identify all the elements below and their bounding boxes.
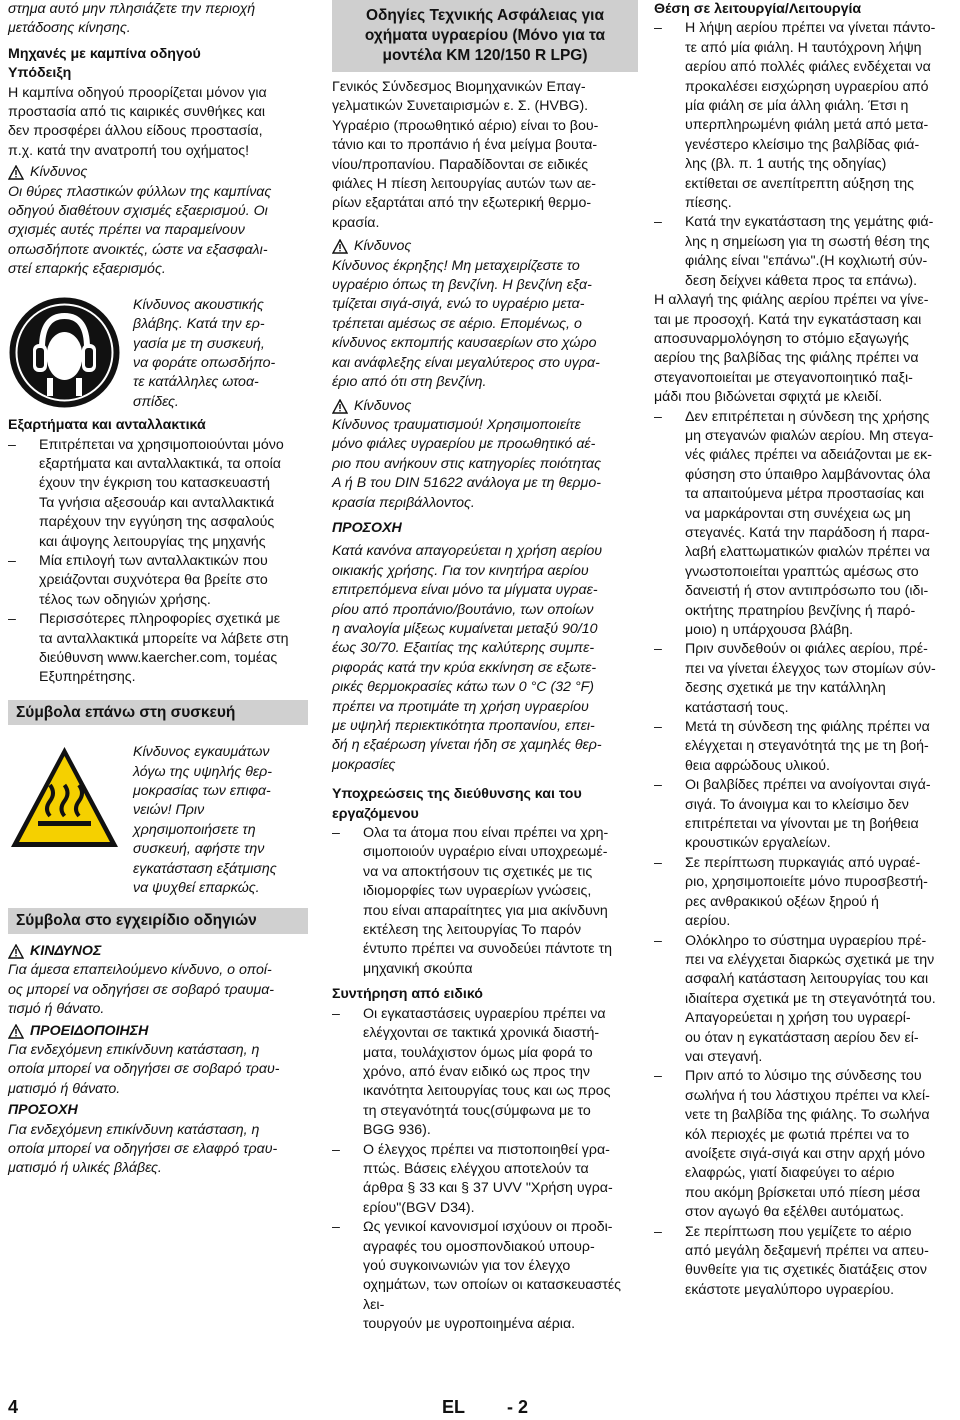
hot-surface-warning-icon <box>8 743 121 856</box>
kindynos-text: Για άμεσα επαπειλούμενο κίνδυνο, ο οποί- ος μπορεί να οδηγήσει σε σοβαρό τραυμα- τισμό ή θάνατο. <box>8 962 275 1018</box>
proeidopoiisi-text: Για ενδεχόμενη επικίνδυνη κατάσταση, η οποία μπορεί να οδηγήσει σε σοβαρό τραυ- ματισμό ή θάνατο. <box>8 1041 280 1097</box>
operation-list-b <box>654 408 958 1301</box>
list-item: – Ως γενικοί κανονισμοί ισχύουν οι προδι- αγραφές του ομοσπονδιακού υπουρ- γού συγκοινωνιών για τον έλεγχο οχημάτων, των οποίων οι κατασκευαστές λει- τουργούν με υγροποιημένα αέρια. <box>332 1218 638 1334</box>
parts-heading: Εξαρτήματα και ανταλλακτικά <box>8 417 206 434</box>
list-item: – Περισσότερες πληροφορίες σχετικά με τα ανταλλακτικά μπορείτε να λάβετε στη διεύθυνση www.kaercher.com, τομέας Εξυπηρέτησης. <box>8 610 308 688</box>
ear-protection-row <box>8 296 308 412</box>
symbols-device-heading: Σύμβολα επάνω στη συσκευή <box>8 700 308 725</box>
warning-triangle-icon <box>332 399 348 414</box>
page-number: 4 <box>8 1397 19 1417</box>
sub-page-number: - 2 <box>507 1397 529 1417</box>
list-item: – Κατά την εγκατάσταση της γεμάτης φιά- λης η σημείωση για τη σωστή θέση της φιάλης είναι "επάνω".(Η κοχλιωτή σύν- δεση δείχνει κάθετα προς τα επάνω). <box>654 213 958 291</box>
lpg-intro: Γενικός Σύνδεσμος Βιομηχανικών Επαγ- γελματικών Συνεταιρισμών ε. Σ. (HVBG). Υγραέριο (προωθητικό αέριο) είναι το βου- τάνιο και το προπάνιο ή ένα μείγμα βουτα- νίου/προπανίου. Παραδίδονται σε ειδικές φιάλες Η πίεση λειτουργίας αυτών των αε- ρίων εξαρτάται από την εξωτερική θερμο- κρασία. <box>332 79 599 231</box>
prosoxi-text-2: Κατά κανόνα απαγορεύεται η χρήση αερίου οικιακής χρήσης. Για τον κινητήρα αερίου επιτρεπόμενα είναι μόνο τα μίγματα υγραε- ρίου από προπάνιο/βουτάνιο, των οποίων η αναλογία μίξεως κυμαίνεται μεταξύ 90/10 έως 30/70. Εξαιτίας της καλύτερης συμπε- ριφοράς κατά την κρύα εκκίνηση σε εξωτε- ρικές θερμοκρασίες κάτω των 0 °C (32 °F) πρέπει να προτιμάte τη χρήση υγραερίου με υψηλή περιεκτικότητα προπανίου, επει- δή η εξαέρωση γίνεται ήδη σε χαμηλές θερ- μοκρασίες <box>332 543 603 773</box>
lpg-safety-heading: Οδηγίες Τεχνικής Ασφάλειας για οχήματα υγραερίου (Μόνο για τα μοντέλα KM 120/150 R LPG) <box>332 0 638 72</box>
list-item: – Σε περίπτωση που γεμίζετε το αέριο από μεγάλη δεξαμενή πρέπει να απευ- θυνθείτε για τις σχετικές διατάξεις στον εκάστοτε μεγαλύπορο υγραερίου. <box>654 1223 958 1301</box>
column-left <box>8 0 308 1179</box>
obligations-list <box>332 824 638 979</box>
note-text: Η καμπίνα οδηγού προορίζεται μόνον για προστασία από τις καιρικές συνθήκες και δεν προσφέρει άλλου είδους προστασία, π.χ. κατά την ανατροπή του οχήματος! <box>8 84 267 159</box>
intro-continued: στημα αυτό μην πλησιάζετε την περιοχή μετάδοσης κίνησης. <box>8 1 256 37</box>
prosoxi-label: ΠΡΟΣΟΧΗ <box>8 1102 78 1119</box>
prosoxi-text: Για ενδεχόμενη επικίνδυνη κατάσταση, η οποία μπορεί να οδηγήσει σε ελαφρό τραυ- ματισμό ή υλικές βλάβες. <box>8 1121 278 1177</box>
symbols-manual-heading: Σύμβολα στο εγχειρίδιο οδηγιών <box>8 908 308 933</box>
list-item: – Η λήψη αερίου πρέπει να γίνεται πάντο- τε από μία φιάλη. Η ταυτόχρονη λήψη αερίου από πολλές φιάλες ενδέχεται να προκαλέσει εισχώρηση υγραερίου από μία φιάλη σε μία άλλη φιάλη. Έτσι η υπερπληρωμένη φιάλη μετά από μετα- γενέστερο κλείσιμο της βαλβίδας φιά- λης (βλ. π. 1 αυτής της οδηγίας) εκτίθεται σε ανεπίτρεπτη αύξηση της πίεσης. <box>654 19 958 213</box>
list-item: – Μετά τη σύνδεση της φιάλης πρέπει να ελέγχεται η στεγανότητά της με τη βοή- θεια αφρώδους υλικού. <box>654 718 958 776</box>
warning-triangle-icon <box>8 1024 24 1039</box>
column-middle <box>332 0 638 1335</box>
kindynos-label: ΚΙΝΔΥΝΟΣ <box>8 942 308 961</box>
cabin-heading: Μηχανές με καμπίνα οδηγού <box>8 45 201 62</box>
list-item: – Επιτρέπεται να χρησιμοποιούνται μόνο εξαρτήματα και ανταλλακτικά, τα οποία έχουν την έγκριση του κατασκευαστή Τα γνήσια αξεσουάρ και ανταλλακτικά παρέχουν την εγγύηση της ασφαλούς και άψογης λειτουργίας της μηχανής <box>8 436 308 552</box>
prosoxi-label-2: ΠΡΟΣΟΧΗ <box>332 519 402 536</box>
list-item: – Πριν από το λύσιμο της σύνδεσης του σωλήνα ή του λάστιχου πρέπει να κλεί- νετε τη βαλβίδα της φιάλης. Το σωλήνα κόλ περιοχές με φωτιά πρέπει να το ανοίξετε σιγά-σιγά και στην αρχή μόνο ελαφρώς, γιατί διαφεύγει το αέριο που ακόμη βρίσκεται υπό πίεση μέσα στον αγωγό θα εξέλθει αυτόματως. <box>654 1067 958 1222</box>
operation-heading: Θέση σε λειτουργία/Λειτουργία <box>654 1 862 17</box>
obligations-heading: Υποχρεώσεις της διεύθυνσης και του εργαζόμενου <box>332 786 582 822</box>
column-right <box>654 0 958 1300</box>
list-item: – Σε περίπτωση πυρκαγιάς από υγραέ- ριο, χρησιμοποιείτε μόνο πυροσβεστή- ρες ανθρακικού οξέων ξηρού ή αερίου. <box>654 854 958 932</box>
danger-injury-text: Κίνδυνος τραυματισμού! Χρησιμοποιείτε μόνο φιάλες υγραερίου με προωθητικό αέ- ριο που ανήκουν στις κατηγορίες ποιότητας A ή B του DIN 51622 ανάλογα με τη θερμο- κρασία περιβάλλοντος. <box>332 416 601 511</box>
danger-text: Οι θύρες πλαστικών φύλλων της καμπίνας οδηγού διαθέτουν σχισμές εξαερισμού. Οι σχισμές αυτές πρέπει να παραμείνουν οπωσδήποτε ανοικτές, ώστε να εξασφαλι- στεί επαρκής εξαερισμός. <box>8 183 272 278</box>
danger-label: Κίνδυνος <box>8 163 308 182</box>
warning-triangle-icon <box>8 165 24 180</box>
expert-maintenance-list <box>332 1005 638 1335</box>
danger-explosion-label: Κίνδυνος <box>332 237 638 256</box>
list-item: – Οι βαλβίδες πρέπει να ανοίγονται σιγά- σιγά. Το άνοιγμα και το κλείσιμο δεν επιτρέπεται να γίνονται με τη βοήθεια κρουστικών εργαλείων. <box>654 776 958 854</box>
list-item: – Οι εγκαταστάσεις υγραερίου πρέπει να ελέγχονται σε τακτικά χρονικά διαστή- ματα, τουλάχιστον όμως μία φορά το χρόνο, από έναν ειδικό ως προς την ικανότητα λειτουργίας τους και ως προς τη στεγανότητά τους(σύμφωνα με το BGG 936). <box>332 1005 638 1141</box>
ear-protection-text: Κίνδυνος ακουστικής βλάβης. Κατά την ερ- γασία με τη συσκευή, να φοράτε οπωσδήπο- τε κατάλληλες ωτοα- σπίδες. <box>133 296 276 410</box>
proeidopoiisi-label: ΠΡΟΕΙΔΟΠΟΙΗΣΗ <box>8 1022 308 1041</box>
parts-list <box>8 436 308 688</box>
list-item: – Ολα τα άτομα που είναι πρέπει να χρη- σιμοποιούν υγραέριο είναι υποχρεωμέ- να να αποκτήσουν τις σχετικές με τις ιδιομορφίες των υγραερίων γνώσεις, που είναι απαραίτητες για μια ακίνδυνη εκτέλεση της λειτουργίας Το παρόν έντυπο πρέπει να συνοδεύει πάντοτε τη μηχανική σκούπα <box>332 824 638 979</box>
danger-injury-label: Κίνδυνος <box>332 397 638 416</box>
warning-triangle-icon <box>332 239 348 254</box>
list-item: – Πριν συνδεθούν οι φιάλες αερίου, πρέ- πει να γίνεται έλεγχος των στομίων σύν- δεσης σχετικά με την κατάλληλη κατάστασή τους. <box>654 640 958 718</box>
danger-explosion-text: Κίνδυνος έκρηξης! Μη μεταχειρίζεστε το υγραέριο όπως τη βενζίνη. Η βενζίνη εξα- τμίζεται σιγά-σιγά, ενώ το υγραέριο μετα- τρέπεται αμέσως σε αέριο. Επομένως, ο κίνδυνος εκπομπής καυσαερίων στο χώρο και ανάφλεξης είναι μεγαλύτερος στο υγρα- έριο από ότι στη βενζίνη. <box>332 257 600 391</box>
list-item: – Μία επιλογή των ανταλλακτικών που χρειάζονται συχνότερα θα βρείτε στο τέλος των οδηγιών χρήσης. <box>8 552 308 610</box>
list-item: – Δεν επιτρέπεται η σύνδεση της χρήσης μη στεγανών φιαλών αερίου. Μη στεγα- νές φιάλες πρέπει να αδειάζονται με εκ- φύσηση στο ύπαιθρο λαμβάνοντας όλα τα απαιτούμενα μέτρα προστασίας και να μαρκάρονται στη συνέχεια ως μη στεγανές. Κατά την παράδοση ή παρα- λαβή ελαττωματικών φιαλών πρέπει να γνωστοποιείται γραπτώς αμέσως στο δανειστή ή στον αντιπρόσωπο του (ιδι- οκτήτης πρατηρίου βενζίνης ή παρό- μοιο) η υπάρχουσα βλάβη. <box>654 408 958 641</box>
hot-surface-text: Κίνδυνος εγκαυμάτων λόγω της υψηλής θερ- μοκρασίας των επιφα- νειών! Πριν χρησιμοποιήσετε τη συσκευή, αφήστε την εγκατάσταση εξάτμισης να ψυχθεί επαρκώς. <box>133 744 277 897</box>
language-code: EL <box>442 1397 466 1417</box>
operation-list-a <box>654 19 958 291</box>
expert-maintenance-heading: Συντήρηση από ειδικό <box>332 986 483 1003</box>
ear-protection-icon <box>8 296 121 409</box>
hot-surface-row <box>8 743 308 898</box>
warning-triangle-icon <box>8 944 24 959</box>
list-item: – Ολόκληρο το σύστημα υγραερίου πρέ- πει να ελέγχεται διαρκώς σχετικά με την ασφαλή κατάσταση λειτουργίας του και ιδιαίτερα σχετικά με τη στεγανότητά του. Απαγορεύεται η χρήση του υγραερί- ου όταν η εγκατάσταση αερίου δεν εί- ναι στεγανή. <box>654 932 958 1068</box>
note-label: Υπόδειξη <box>8 65 72 82</box>
list-item: – Ο έλεγχος πρέπει να πιστοποιηθεί γρα- πτώς. Βάσεις ελέγχου αποτελούν τα άρθρα § 33 και § 37 UVV "Χρήση υγρα- ερίου"(BGV D34). <box>332 1141 638 1219</box>
cylinder-change-paragraph: Η αλλαγή της φιάλης αερίου πρέπει να γίνε- ται με προσοχή. Κατά την εγκατάσταση και αποσυναρμολόγηση το στόμιο εξαγωγής αερίου της βαλβίδας της φιάλης πρέπει να στεγανοποιείται με στεγανοποιητικό παξι- μάδι που βιδώνεται σφιχτά με κλειδί. <box>654 292 929 406</box>
